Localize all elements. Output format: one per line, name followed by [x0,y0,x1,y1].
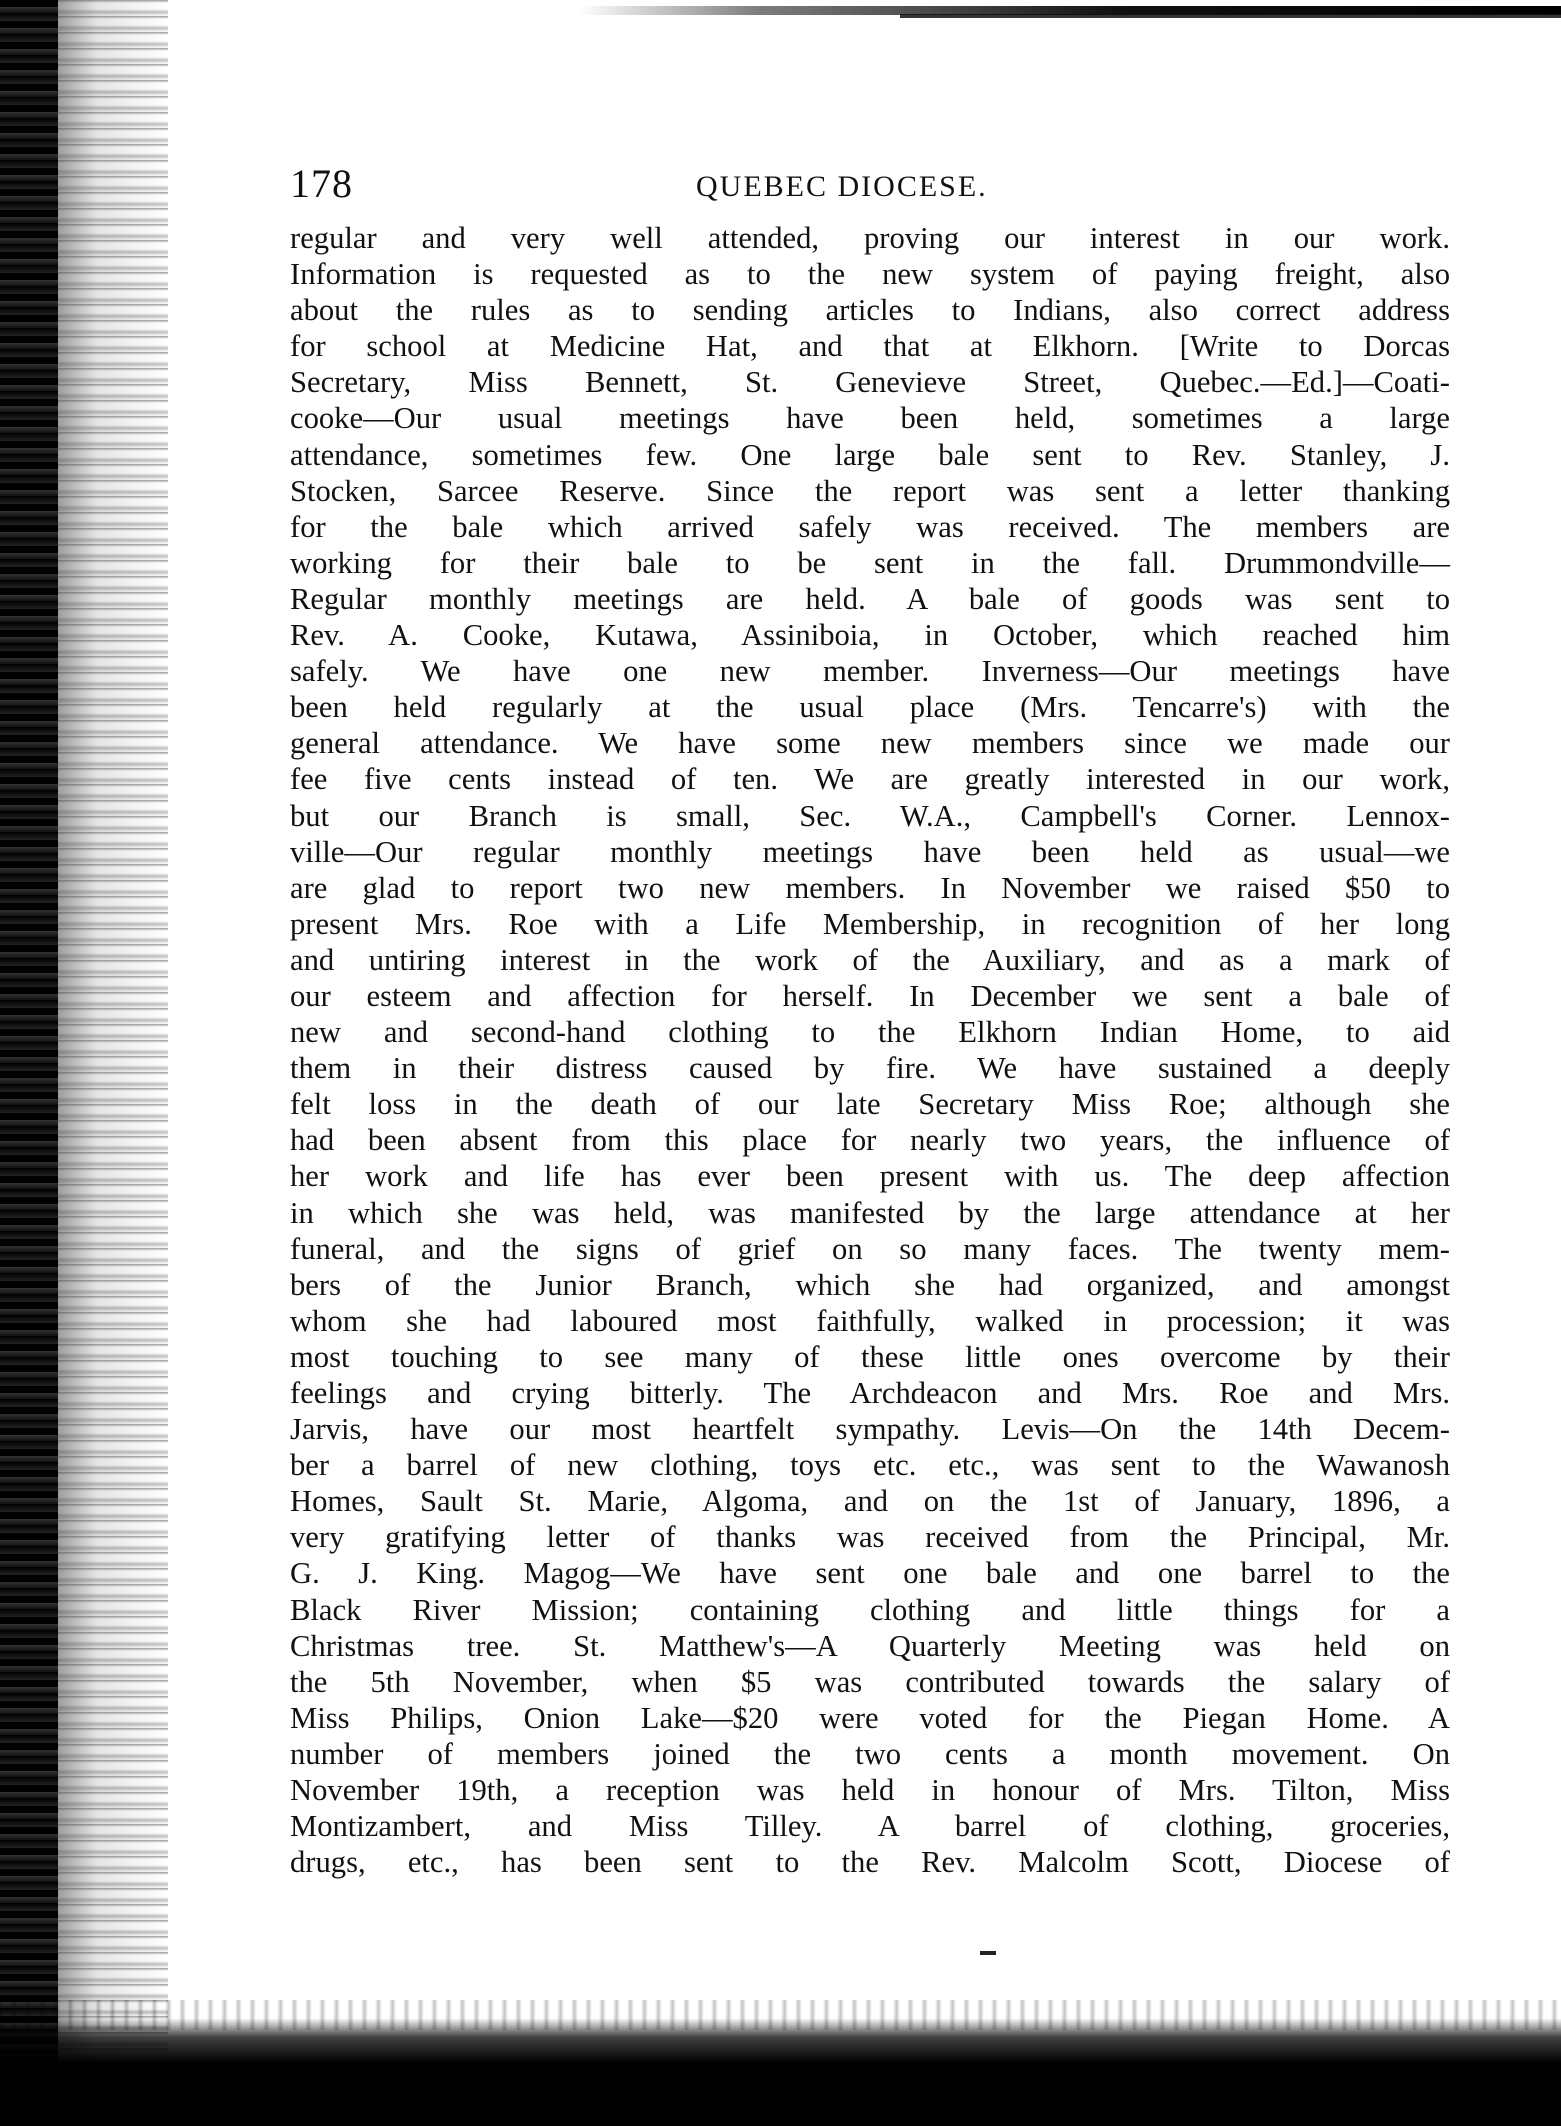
text-line: Black River Mission; containing clothing and little things for a [290,1592,1450,1627]
text-line: present Mrs. Roe with a Life Membership, in recognition of her long [290,906,1450,941]
text-line: new and second-hand clothing to the Elkhorn Indian Home, to aid [290,1015,1450,1050]
text-line: bers of the Junior Branch, which she had organized, and amongst [290,1267,1450,1302]
running-head [290,150,1450,220]
scan-artifact-left-fade [58,0,168,2126]
document-page [290,150,1450,1880]
text-line: safely. We have one new member. Inverness—Our meetings have [290,654,1450,689]
text-line: number of members joined the two cents a month movement. On [290,1736,1450,1771]
text-line: them in their distress caused by fire. We have sustained a deeply [290,1051,1450,1086]
text-line: cooke—Our usual meetings have been held, sometimes a large [290,401,1450,436]
text-line: but our Branch is small, Sec. W.A., Campbell's Corner. Lennox- [290,798,1450,833]
text-line: Montizambert, and Miss Tilley. A barrel of clothing, groceries, [290,1809,1450,1844]
text-line: about the rules as to sending articles to Indians, also correct address [290,293,1450,328]
text-line: had been absent from this place for nearly two years, the influence of [290,1123,1450,1158]
scan-artifact-dash [980,1951,996,1955]
text-line: felt loss in the death of our late Secretary Miss Roe; although she [290,1087,1450,1122]
text-line: November 19th, a reception was held in honour of Mrs. Tilton, Miss [290,1773,1450,1808]
text-line: regular and very well attended, proving our interest in our work. [290,221,1450,255]
text-line: G. J. King. Magog—We have sent one bale and one barrel to the [290,1556,1450,1591]
running-title: QUEBEC DIOCESE. [696,170,988,203]
text-line: ville—Our regular monthly meetings have been held as usual—we [290,834,1450,869]
scan-artifact-left-edge [0,0,58,2126]
text-line: drugs, etc., has been sent to the Rev. Malcolm Scott, Diocese of [290,1845,1450,1880]
text-line: in which she was held, was manifested by the large attendance at her [290,1195,1450,1230]
text-line: Rev. A. Cooke, Kutawa, Assiniboia, in October, which reached him [290,618,1450,653]
text-line: general attendance. We have some new members since we made our [290,726,1450,761]
text-line: Secretary, Miss Bennett, St. Genevieve Street, Quebec.—Ed.]—Coati- [290,365,1450,400]
text-line: Miss Philips, Onion Lake—$20 were voted for the Piegan Home. A [290,1700,1450,1735]
text-line: Regular monthly meetings are held. A bale of goods was sent to [290,581,1450,616]
text-line: ber a barrel of new clothing, toys etc. etc., was sent to the Wawanosh [290,1448,1450,1483]
text-line: feelings and crying bitterly. The Archdeacon and Mrs. Roe and Mrs. [290,1376,1450,1410]
text-line: working for their bale to be sent in the fall. Drummondville— [290,545,1450,580]
text-line: for the bale which arrived safely was received. The members are [290,509,1450,544]
text-line: funeral, and the signs of grief on so many faces. The twenty mem- [290,1231,1450,1266]
text-line: very gratifying letter of thanks was received from the Principal, Mr. [290,1520,1450,1555]
text-line: are glad to report two new members. In November we raised $50 to [290,870,1450,905]
text-line: Christmas tree. St. Matthew's—A Quarterly Meeting was held on [290,1628,1450,1663]
text-line: Information is requested as to the new system of paying freight, also [290,257,1450,292]
body-text [290,220,1450,1880]
text-line: her work and life has ever been present with us. The deep affection [290,1159,1450,1194]
text-line: attendance, sometimes few. One large bale sent to Rev. Stanley, J. [290,437,1450,472]
text-line: the 5th November, when $5 was contributed towards the salary of [290,1664,1450,1699]
text-line: Jarvis, have our most heartfelt sympathy. Levis—On the 14th Decem- [290,1412,1450,1447]
text-line: Stocken, Sarcee Reserve. Since the report was sent a letter thanking [290,473,1450,508]
text-line: fee five cents instead of ten. We are greatly interested in our work, [290,762,1450,797]
text-line: Homes, Sault St. Marie, Algoma, and on the 1st of January, 1896, a [290,1484,1450,1519]
text-line: most touching to see many of these little ones overcome by their [290,1339,1450,1374]
text-line: for school at Medicine Hat, and that at Elkhorn. [Write to Dorcas [290,329,1450,364]
text-line: our esteem and affection for herself. In December we sent a bale of [290,978,1450,1013]
page-number: 178 [290,161,353,206]
text-line: and untiring interest in the work of the Auxiliary, and as a mark of [290,942,1450,977]
text-line: whom she had laboured most faithfully, walked in procession; it was [290,1303,1450,1338]
scan-artifact-top-2 [900,14,1561,18]
text-line: been held regularly at the usual place (Mrs. Tencarre's) with the [290,690,1450,725]
scan-artifact-bottom [0,2018,1561,2126]
